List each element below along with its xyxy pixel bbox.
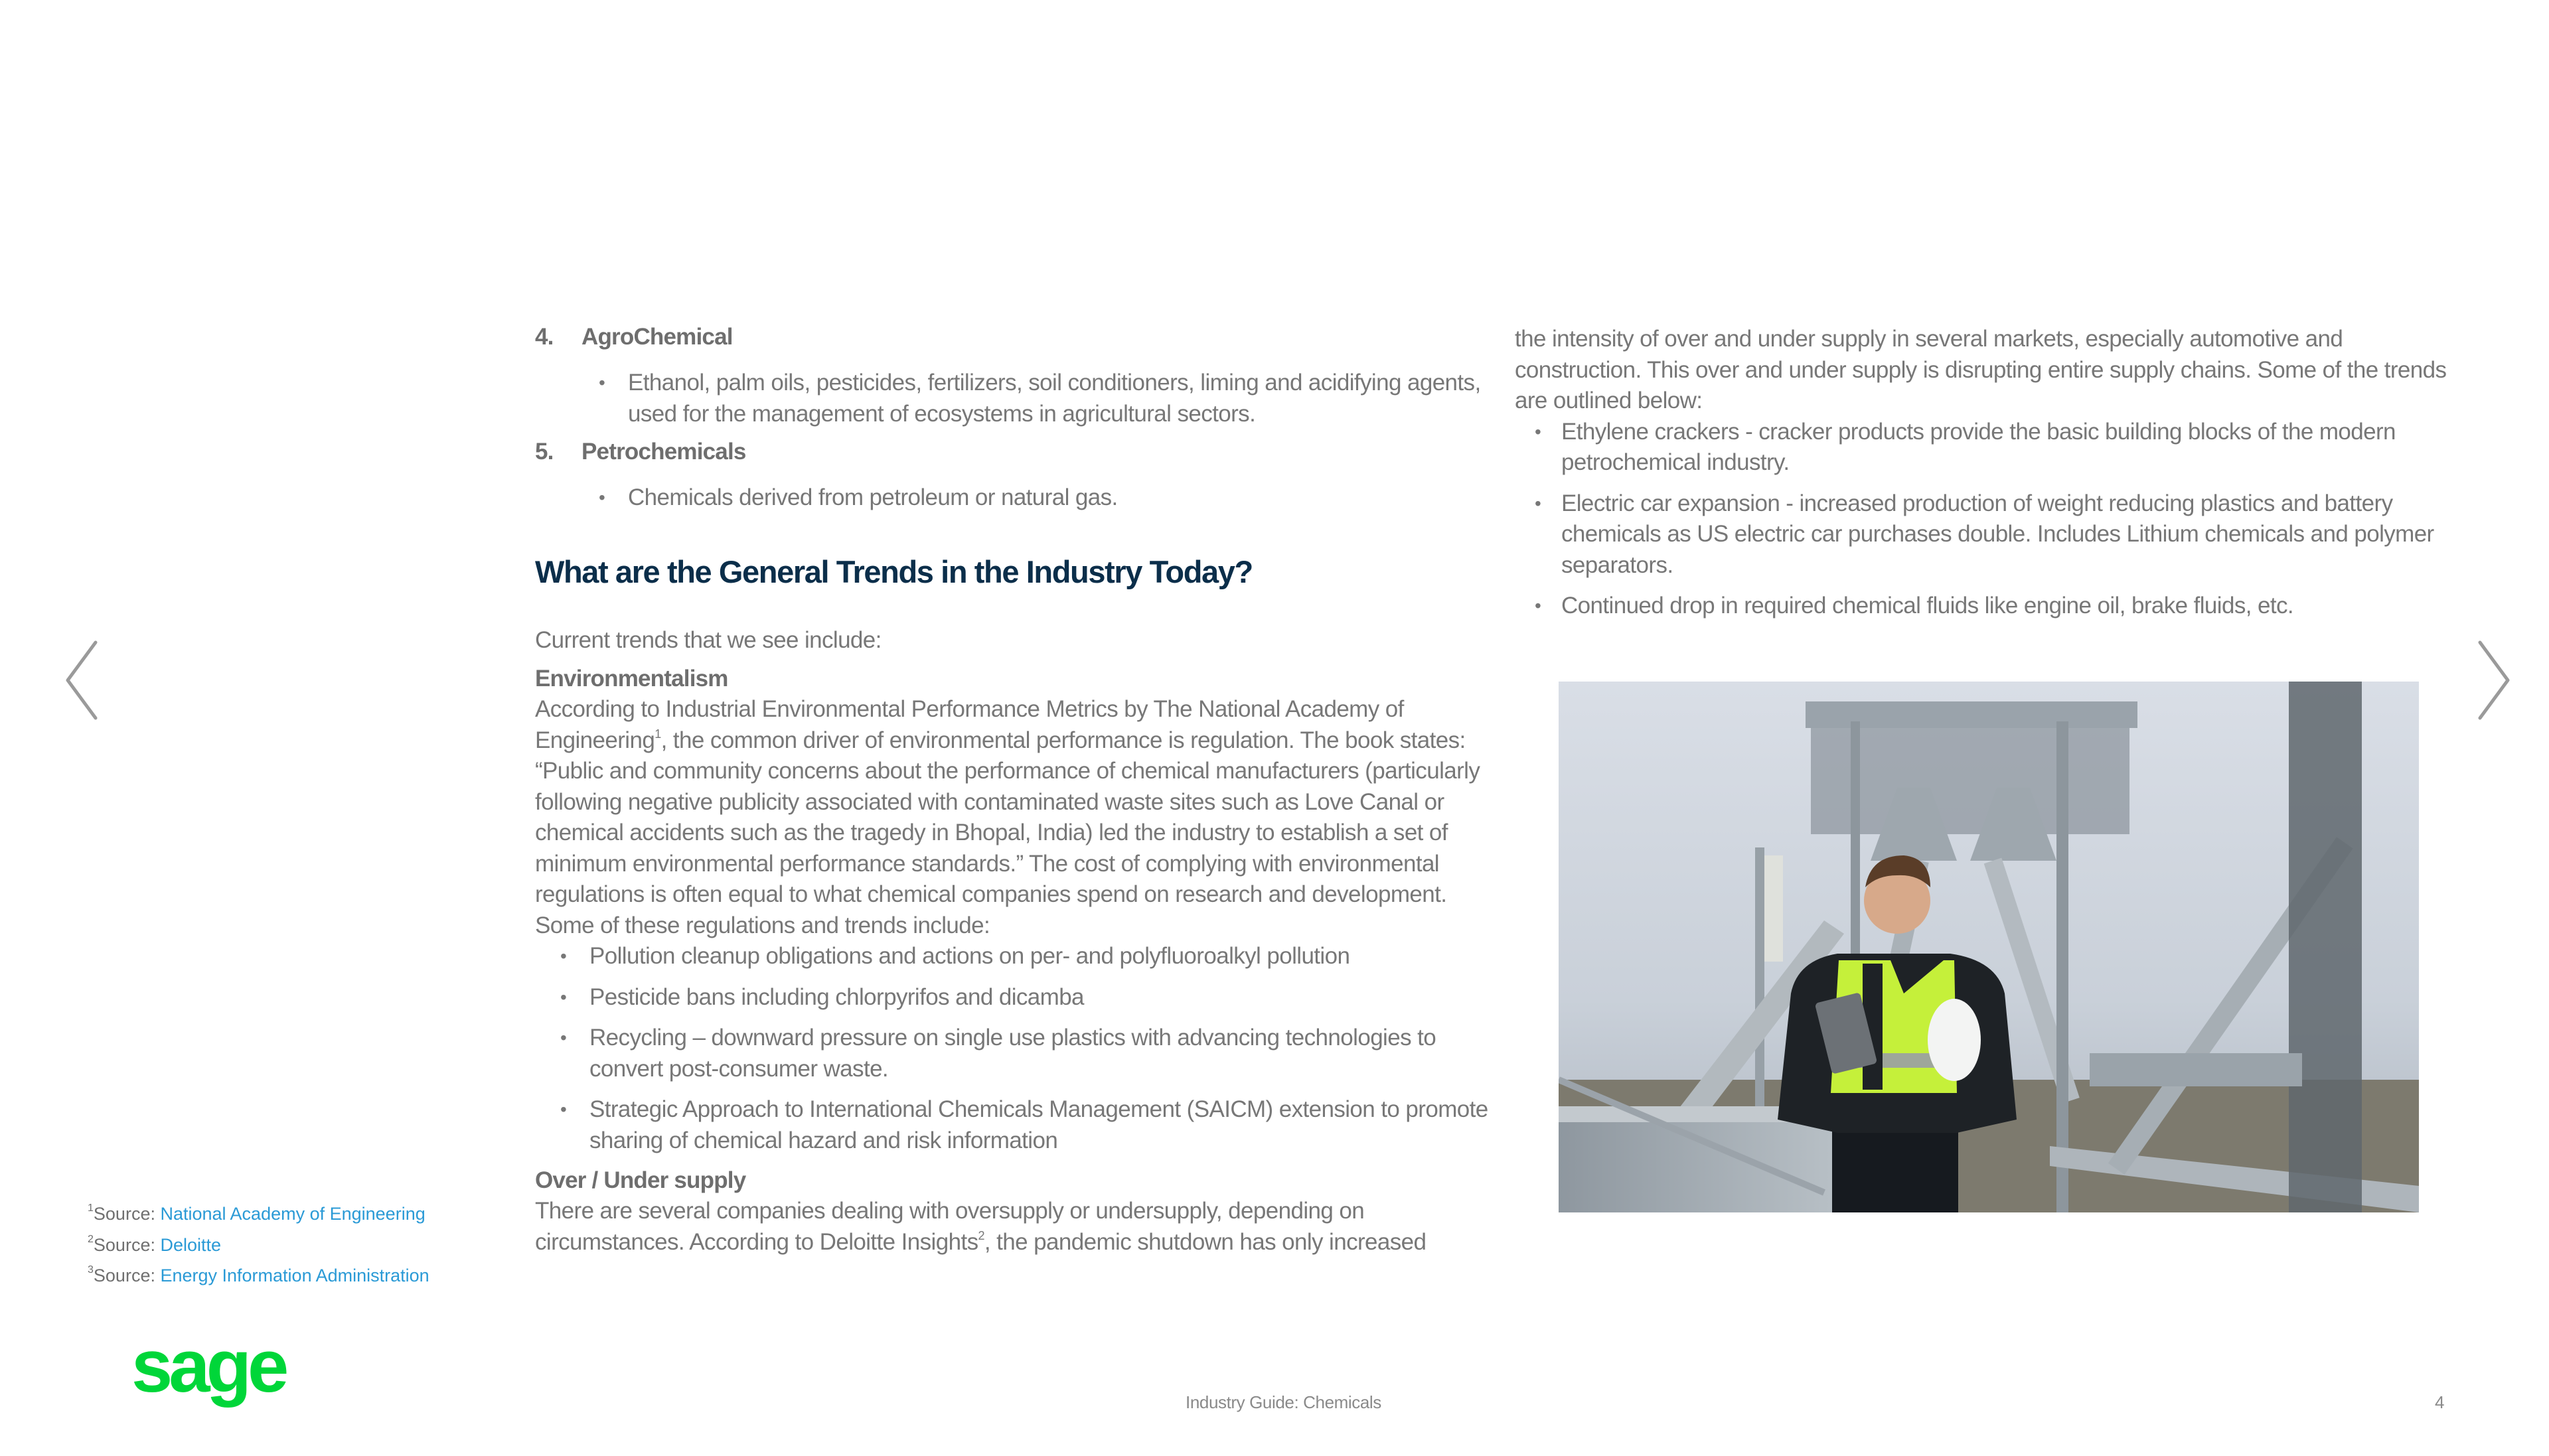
footnote-label: Source:: [93, 1204, 161, 1224]
footer-document-title: Industry Guide: Chemicals: [1186, 1392, 1381, 1412]
list-item: [1532, 488, 2471, 581]
footnote-number: 1: [88, 1202, 94, 1214]
bullet-icon: •: [1535, 595, 1541, 616]
list-item: [555, 1094, 1491, 1156]
footnote-link-eia[interactable]: Energy Information Administration: [160, 1266, 429, 1285]
bullet-icon: •: [560, 986, 567, 1007]
list-item-text: Chemicals derived from petroleum or natural gas.: [628, 484, 1118, 510]
footnote-number: 3: [88, 1264, 94, 1275]
environmentalism-heading: Environmentalism: [535, 666, 728, 692]
item-number: 4.: [535, 324, 554, 350]
footnote-3: [88, 1260, 429, 1291]
paragraph-text: There are several companies dealing with oversupply or undersupply, depending on circumstances. According to Deloitte Insights: [535, 1198, 1365, 1255]
footnote-link-deloitte[interactable]: Deloitte: [160, 1234, 222, 1255]
supply-heading: Over / Under supply: [535, 1167, 746, 1193]
bullet-icon: •: [599, 372, 605, 393]
footnote-2: [88, 1230, 429, 1261]
sage-logo: sage: [131, 1325, 285, 1408]
list-item: [1532, 591, 2471, 622]
footnote-ref-1[interactable]: 1: [655, 727, 661, 741]
list-item-text: Recycling – downward pressure on single use plastics with advancing technologies to convert post-consumer waste.: [589, 1025, 1436, 1082]
bullet-icon: •: [599, 487, 605, 508]
numbered-item-agrochemical: [535, 324, 1491, 350]
list-item-text: Pesticide bans including chlorpyrifos and dicamba: [589, 983, 1084, 1010]
list-item-text: Pollution cleanup obligations and actions on per- and polyfluoroalkyl pollution: [589, 943, 1350, 969]
previous-page-button[interactable]: [61, 638, 102, 722]
industrial-worker-photo: [1559, 682, 2419, 1212]
paragraph-text: According to Industrial Environmental Performance Metrics by The National Academy of Engineering: [535, 696, 1404, 753]
footnote-1: [88, 1199, 429, 1230]
item-number: 5.: [535, 439, 554, 465]
list-item: [555, 941, 1491, 972]
bullet-icon: •: [560, 1027, 567, 1048]
list-item: [593, 482, 1491, 514]
supply-paragraph: [535, 1196, 1491, 1258]
bullet-icon: •: [560, 1099, 567, 1120]
next-page-button[interactable]: [2473, 638, 2514, 722]
list-item-text: Electric car expansion - increased production of weight reducing plastics and battery chemicals as US electric car purchases double. Includes Lithium chemicals and polymer separators.: [1561, 490, 2434, 578]
chevron-right-icon: [2473, 638, 2514, 722]
list-item: [555, 1023, 1491, 1084]
list-item-text: Ethylene crackers - cracker products provide the basic building blocks of the modern petrochemical industry.: [1561, 418, 2396, 475]
environmentalism-list: [535, 941, 1491, 1156]
footnote-link-national-academy[interactable]: National Academy of Engineering: [160, 1204, 425, 1224]
footnote-label: Source:: [93, 1234, 161, 1255]
footnote-label: Source:: [93, 1266, 161, 1285]
bullet-icon: •: [560, 946, 567, 966]
page-number: 4: [2435, 1392, 2445, 1412]
photo-illustration: [1559, 682, 2419, 1212]
list-item-text: Continued drop in required chemical fluids like engine oil, brake fluids, etc.: [1561, 593, 2294, 619]
supply-trends-list: [1515, 417, 2471, 622]
numbered-item-petrochemicals: [535, 439, 1491, 465]
item-title: Petrochemicals: [581, 439, 746, 465]
environmentalism-paragraph: [535, 694, 1491, 941]
list-item: [555, 982, 1491, 1013]
continued-paragraph: the intensity of over and under supply in several markets, especially automotive and construction. This over and under supply is disrupting entire supply chains. Some of the trends are outlined below:: [1515, 326, 2447, 413]
bullet-icon: •: [1535, 492, 1541, 514]
list-item-text: Strategic Approach to International Chemicals Management (SAICM) extension to promote sharing of chemical hazard and risk information: [589, 1096, 1488, 1153]
list-item: [593, 368, 1491, 429]
list-item: [1532, 417, 2471, 478]
bullet-icon: •: [1535, 421, 1541, 442]
item-title: AgroChemical: [581, 324, 733, 350]
intro-text: Current trends that we see include:: [535, 626, 882, 653]
footnote-ref-2[interactable]: 2: [978, 1228, 984, 1242]
left-column: [535, 324, 1491, 1258]
footnote-number: 2: [88, 1233, 94, 1245]
paragraph-text: , the common driver of environmental performance is regulation. The book states: “Public and community concerns about the performance of chemical manufacturers (particularly following negative publicity associated with contaminated waste sites such as Love Canal or chemical accidents such as the tragedy in Bhopal, India) led the industry to establish a set of minimum environmental performance standards.” The cost of complying with environmental regulations is often equal to what chemical companies spend on research and development. Some of these regulations and trends include:: [535, 727, 1480, 938]
chevron-left-icon: [61, 638, 102, 722]
footnotes: [88, 1199, 429, 1291]
section-title: What are the General Trends in the Industry Today?: [535, 553, 1253, 589]
list-item-text: Ethanol, palm oils, pesticides, fertilizers, soil conditioners, liming and acidifying agents, used for the management of ecosystems in agricultural sectors.: [628, 370, 1481, 427]
right-column: [1515, 324, 2471, 622]
paragraph-text: , the pandemic shutdown has only increased: [984, 1228, 1427, 1255]
